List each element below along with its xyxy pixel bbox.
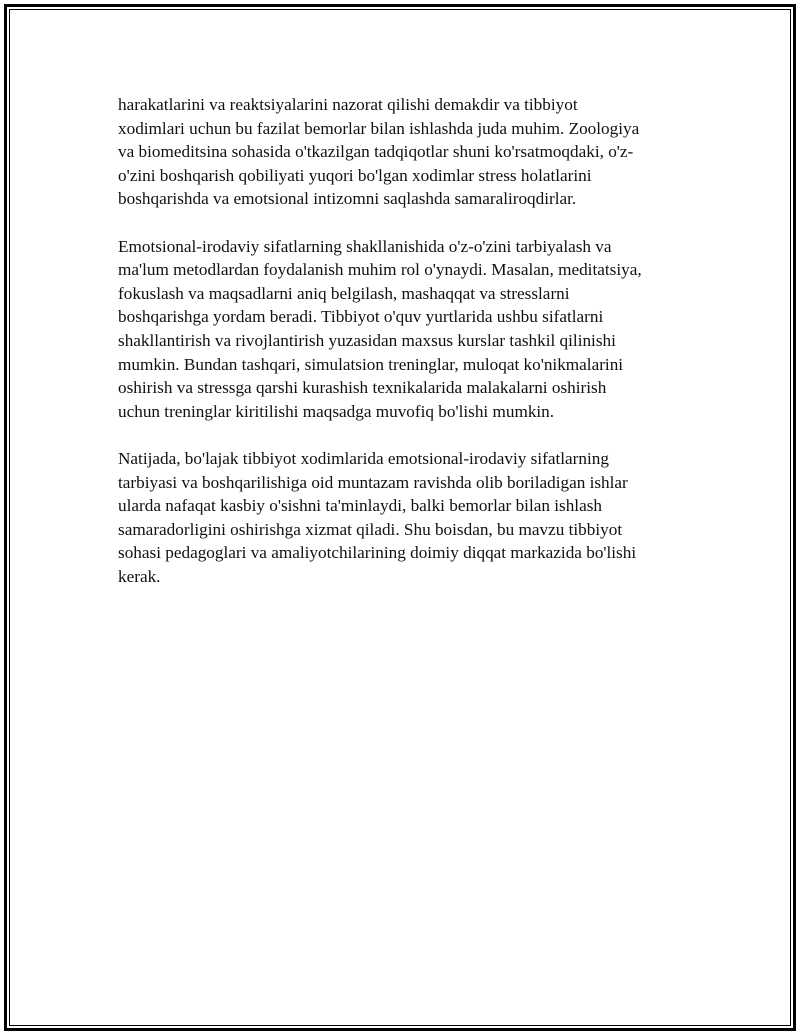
text-line: boshqarishga yordam beradi. Tibbiyot o'quv yurtlarida ushbu sifatlarni xyxy=(118,307,604,327)
text-line: samaradorligini oshirishga xizmat qiladi. Shu boisdan, bu mavzu tibbiyot xyxy=(118,519,623,539)
paragraph-1 xyxy=(118,93,678,211)
text-line: o'zini boshqarish qobiliyati yuqori bo'lgan xodimlar stress holatlarini xyxy=(118,165,592,185)
text-line: sohasi pedagoglari va amaliyotchilarining doimiy diqqat markazida bo'lishi xyxy=(118,543,637,563)
text-line: kerak. xyxy=(118,566,161,586)
text-line: va biomeditsina sohasida o'tkazilgan tadqiqotlar shuni ko'rsatmoqdaki, o'z- xyxy=(118,142,634,162)
text-line: oshirish va stressga qarshi kurashish texnikalarida malakalarni oshirish xyxy=(118,378,607,398)
text-line: xodimlari uchun bu fazilat bemorlar bilan ishlashda juda muhim. Zoologiya xyxy=(118,118,640,138)
text-line: Natijada, bo'lajak tibbiyot xodimlarida emotsional-irodaviy sifatlarning xyxy=(118,448,609,468)
text-line: tarbiyasi va boshqarilishiga oid muntazam ravishda olib boriladigan ishlar xyxy=(118,472,628,492)
text-line: fokuslash va maqsadlarni aniq belgilash, mashaqqat va stresslarni xyxy=(118,283,570,303)
text-line: ularda nafaqat kasbiy o'sishni ta'minlaydi, balki bemorlar bilan ishlash xyxy=(118,496,602,516)
paragraph-2 xyxy=(118,235,678,424)
document-body xyxy=(118,93,678,612)
text-line: shakllantirish va rivojlantirish yuzasidan maxsus kurslar tashkil qilinishi xyxy=(118,330,616,350)
text-line: mumkin. Bundan tashqari, simulatsion treninglar, muloqat ko'nikmalarini xyxy=(118,354,624,374)
text-line: Emotsional-irodaviy sifatlarning shakllanishida o'z-o'zini tarbiyalash va xyxy=(118,236,612,256)
text-line: harakatlarini va reaktsiyalarini nazorat qilishi demakdir va tibbiyot xyxy=(118,95,578,114)
text-line: uchun treninglar kiritilishi maqsadga muvofiq bo'lishi mumkin. xyxy=(118,401,555,421)
text-line: boshqarishda va emotsional intizomni saqlashda samaraliroqdirlar. xyxy=(118,189,577,209)
paragraph-3 xyxy=(118,447,678,589)
text-line: ma'lum metodlardan foydalanish muhim rol o'ynaydi. Masalan, meditatsiya, xyxy=(118,260,642,280)
